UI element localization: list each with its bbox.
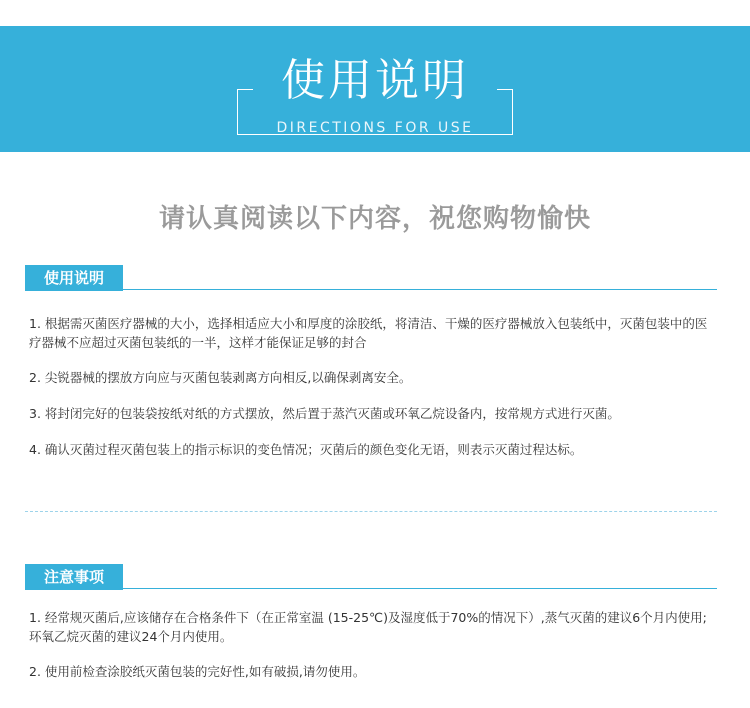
- section-header-usage: [25, 265, 717, 291]
- notes-item-1: 1. 经常规灭菌后,应该储存在合格条件下（在正常室温 (15-25℃)及湿度低于70%的情况下）,蒸气灭菌的建议6个月内使用;环氧乙烷灭菌的建议24个月内使用。: [29, 610, 707, 644]
- section-divider: [25, 588, 717, 589]
- dashed-divider: [25, 511, 717, 512]
- usage-item-4: 4. 确认灭菌过程灭菌包装上的指示标识的变色情况；灭菌后的颜色变化无语，则表示灭菌过程达标。: [29, 442, 583, 457]
- section-title-usage: 使用说明: [25, 265, 123, 291]
- section-title-notes: 注意事项: [25, 564, 123, 590]
- notes-item-2: 2. 使用前检查涂胶纸灭菌包装的完好性,如有破损,请勿使用。: [29, 664, 366, 679]
- usage-item-2: 2. 尖锐器械的摆放方向应与灭菌包装剥离方向相反,以确保剥离安全。: [29, 370, 412, 385]
- header-banner: [0, 26, 750, 152]
- banner-title: 使用说明: [281, 55, 469, 106]
- section-divider: [25, 289, 717, 290]
- banner-subtitle: DIRECTIONS FOR USE: [276, 120, 474, 136]
- usage-item-1: 1. 根据需灭菌医疗器械的大小，选择相适应大小和厚度的涂胶纸，将清洁、干燥的医疗器械放入包装纸中，灭菌包装中的医疗器械不应超过灭菌包装纸的一半，这样才能保证足够的封合: [29, 316, 708, 350]
- section-header-notes: [25, 564, 717, 590]
- usage-item-3: 3. 将封闭完好的包装袋按纸对纸的方式摆放，然后置于蒸汽灭菌或环氧乙烷设备内，按常规方式进行灭菌。: [29, 406, 620, 421]
- tagline: 请认真阅读以下内容，祝您购物愉快: [158, 204, 591, 234]
